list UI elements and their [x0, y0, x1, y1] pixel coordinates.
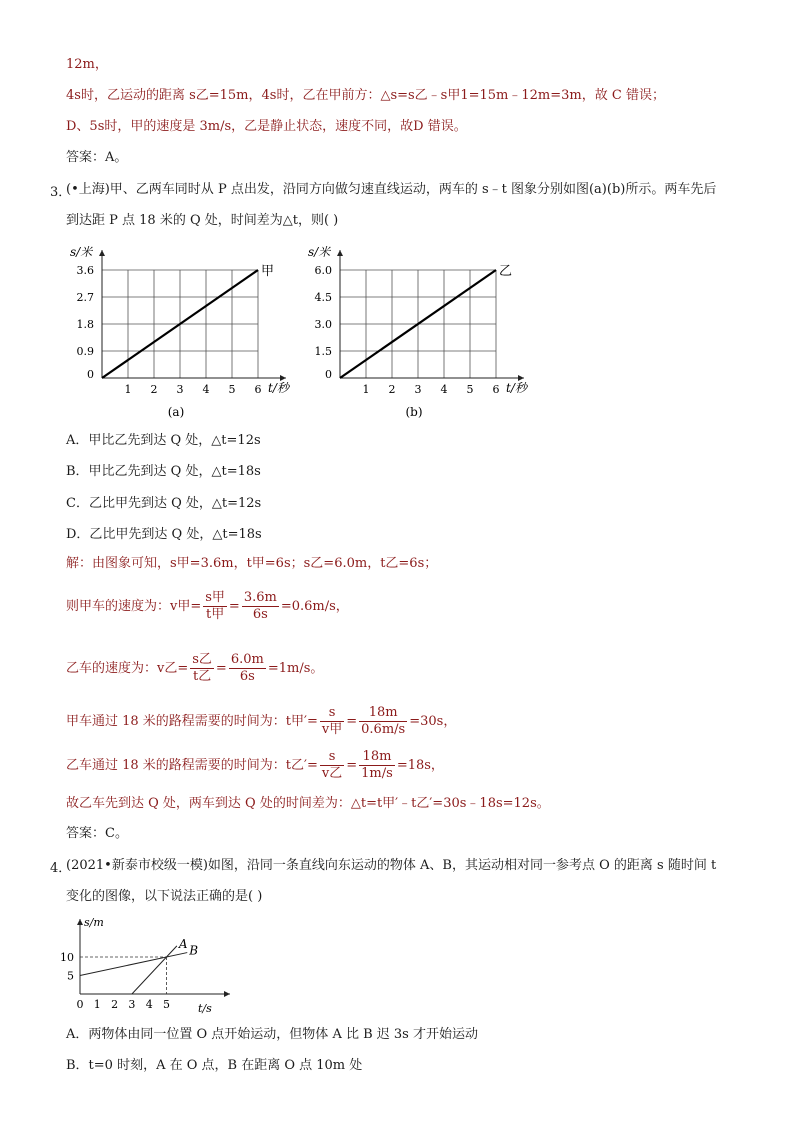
series-label: B [189, 943, 199, 958]
x-tick-label: 1 [124, 383, 132, 396]
numerator: s乙 [192, 652, 212, 667]
y-axis-label: s/米 [308, 245, 331, 259]
x-tick-label: 5 [163, 998, 170, 1011]
denominator: 6s [242, 606, 279, 623]
x-tick-label: 3 [176, 383, 184, 396]
y-axis-arrow [337, 250, 343, 256]
denominator: t甲 [203, 606, 227, 623]
x-tick-label: 4 [440, 383, 448, 396]
denominator: v乙 [321, 766, 343, 781]
q4-number: 4． [50, 861, 72, 876]
x-tick-label: 3 [128, 998, 136, 1011]
y-axis-arrow [99, 250, 105, 256]
equals-sign: = [228, 599, 240, 614]
prev-line-3: D、5s时，甲的速度是 3m/s，乙是静止状态，速度不同，故D 错误。 [66, 119, 467, 134]
y-tick-label: 1.8 [76, 318, 94, 331]
series-line [132, 946, 177, 994]
chart-a [60, 238, 300, 422]
x-tick-label: 5 [228, 383, 236, 396]
fraction [229, 652, 266, 685]
chart-caption: (b) [405, 405, 423, 419]
q3-stem-line-2: 到达距 P 点 18 米的 Q 处，时间差为△t，则( ) [66, 213, 339, 228]
x-axis-arrow [224, 991, 230, 997]
equals-sign: = [346, 758, 358, 773]
denominator: 6s [229, 668, 266, 685]
q3-option-a: A．甲比乙先到达 Q 处，△t=12s [66, 433, 261, 448]
fraction [190, 652, 214, 685]
sol4-suffix: =30s， [409, 714, 457, 729]
denominator: v甲 [321, 722, 343, 737]
chart-b [298, 238, 538, 422]
q3-solution-velocity-jia [66, 590, 349, 623]
denominator: 0.6m/s [361, 722, 406, 737]
sol3-prefix: 乙车的速度为：v乙= [66, 661, 189, 676]
y-tick-label: 2.7 [76, 291, 94, 304]
y-tick-label: 1.5 [314, 345, 332, 358]
q3-solution-velocity-yi [66, 652, 323, 685]
denominator: 1m/s [361, 766, 393, 781]
series-label: 甲 [261, 264, 275, 279]
numerator: s [328, 749, 336, 764]
numerator: 18m [368, 705, 398, 720]
y-tick-label: 0 [87, 368, 94, 381]
sol4-prefix: 甲车通过 18 米的路程需要的时间为：t甲′= [66, 714, 318, 729]
x-axis-label: t/秒 [506, 381, 527, 395]
equals-sign: = [346, 714, 358, 729]
x-tick-label: 3 [414, 383, 422, 396]
q3-number: 3． [50, 185, 72, 200]
series-label: 乙 [499, 264, 513, 279]
x-tick-label: 4 [202, 383, 210, 396]
sol2-prefix: 则甲车的速度为：v甲= [66, 599, 202, 614]
numerator: s [328, 705, 336, 720]
q3-stem-line-1: (•上海)甲、乙两车同时从 P 点出发，沿同方向做匀速直线运动，两车的 s﹣t 图象分别如图(a)(b)所示。两车先后 [66, 182, 717, 197]
fraction [320, 749, 344, 782]
fraction [242, 590, 279, 623]
fraction [320, 705, 344, 738]
x-tick-label: 1 [362, 383, 370, 396]
q3-solution-time-jia [66, 705, 456, 738]
prev-line-2: 4s时，乙运动的距离 s乙=15m，4s时，乙在甲前方：△s=s乙﹣s甲1=15m﹣12m=3m，故 C 错误； [66, 88, 665, 103]
q4-option-a: A．两物体由同一位置 O 点开始运动，但物体 A 比 B 迟 3s 才开始运动 [66, 1027, 478, 1042]
y-tick-label: 5 [67, 969, 74, 983]
numerator: 3.6m [243, 590, 277, 605]
series-line [80, 953, 187, 976]
x-tick-label: 5 [466, 383, 474, 396]
x-tick-label: 2 [388, 383, 396, 396]
y-tick-label: 3.0 [314, 318, 332, 331]
x-tick-label: 2 [150, 383, 158, 396]
x-tick-label: 6 [254, 383, 262, 396]
y-tick-label: 6.0 [314, 264, 332, 277]
x-tick-label: 1 [93, 998, 101, 1011]
series-label: A [178, 936, 188, 951]
sol3-suffix: =1m/s。 [267, 661, 324, 676]
equals-sign: = [215, 661, 227, 676]
x-tick-label: 2 [111, 998, 119, 1011]
x-tick-label: 0 [76, 998, 84, 1011]
y-tick-label: 0.9 [76, 345, 94, 358]
q3-answer: 答案：C。 [66, 826, 128, 841]
q4-option-b: B．t=0 时刻，A 在 O 点，B 在距离 O 点 10m 处 [66, 1058, 363, 1073]
sol5-suffix: =18s， [396, 758, 444, 773]
chart-c [58, 910, 238, 1018]
prev-answer: 答案：A。 [66, 150, 128, 165]
numerator: 6.0m [230, 652, 264, 667]
denominator: t乙 [190, 668, 214, 685]
numerator: s甲 [205, 590, 225, 605]
x-axis-label: t/s [198, 1002, 212, 1015]
y-axis-arrow [77, 919, 83, 925]
q3-solution-time-yi [66, 749, 444, 782]
prev-line-1: 12m， [66, 57, 108, 72]
y-tick-label: 3.6 [76, 264, 94, 277]
x-tick-label: 4 [145, 998, 153, 1011]
q3-solution-conclusion: 故乙车先到达 Q 处，两车到达 Q 处的时间差为：△t=t甲′﹣t乙′=30s﹣18s=12s。 [66, 796, 550, 811]
fraction [203, 590, 227, 623]
y-tick-label: 4.5 [314, 291, 332, 304]
q3-solution-line-1: 解：由图象可知，s甲=3.6m，t甲=6s；s乙=6.0m，t乙=6s； [66, 556, 438, 571]
q3-option-d: D．乙比甲先到达 Q 处，△t=18s [66, 527, 262, 542]
numerator: 18m [362, 749, 392, 764]
y-tick-label: 10 [60, 951, 74, 964]
y-axis-label: s/m [84, 916, 104, 929]
sol5-prefix: 乙车通过 18 米的路程需要的时间为：t乙′= [66, 758, 318, 773]
y-tick-label: 0 [325, 368, 332, 381]
fraction [359, 705, 407, 738]
chart-caption: (a) [167, 405, 185, 419]
y-axis-label: s/米 [70, 245, 93, 259]
x-tick-label: 6 [492, 383, 500, 396]
q3-option-c: C．乙比甲先到达 Q 处，△t=12s [66, 496, 262, 511]
x-axis-label: t/秒 [268, 381, 289, 395]
q3-option-b: B．甲比乙先到达 Q 处，△t=18s [66, 464, 261, 479]
q4-stem-line-2: 变化的图像，以下说法正确的是( ) [66, 889, 263, 904]
fraction [359, 749, 395, 782]
sol2-suffix: =0.6m/s， [280, 599, 349, 614]
q4-stem-line-1: (2021•新泰市校级一模)如图，沿同一条直线向东运动的物体 A、B，其运动相对同一参考点 O 的距离 s 随时间 t [66, 858, 717, 873]
